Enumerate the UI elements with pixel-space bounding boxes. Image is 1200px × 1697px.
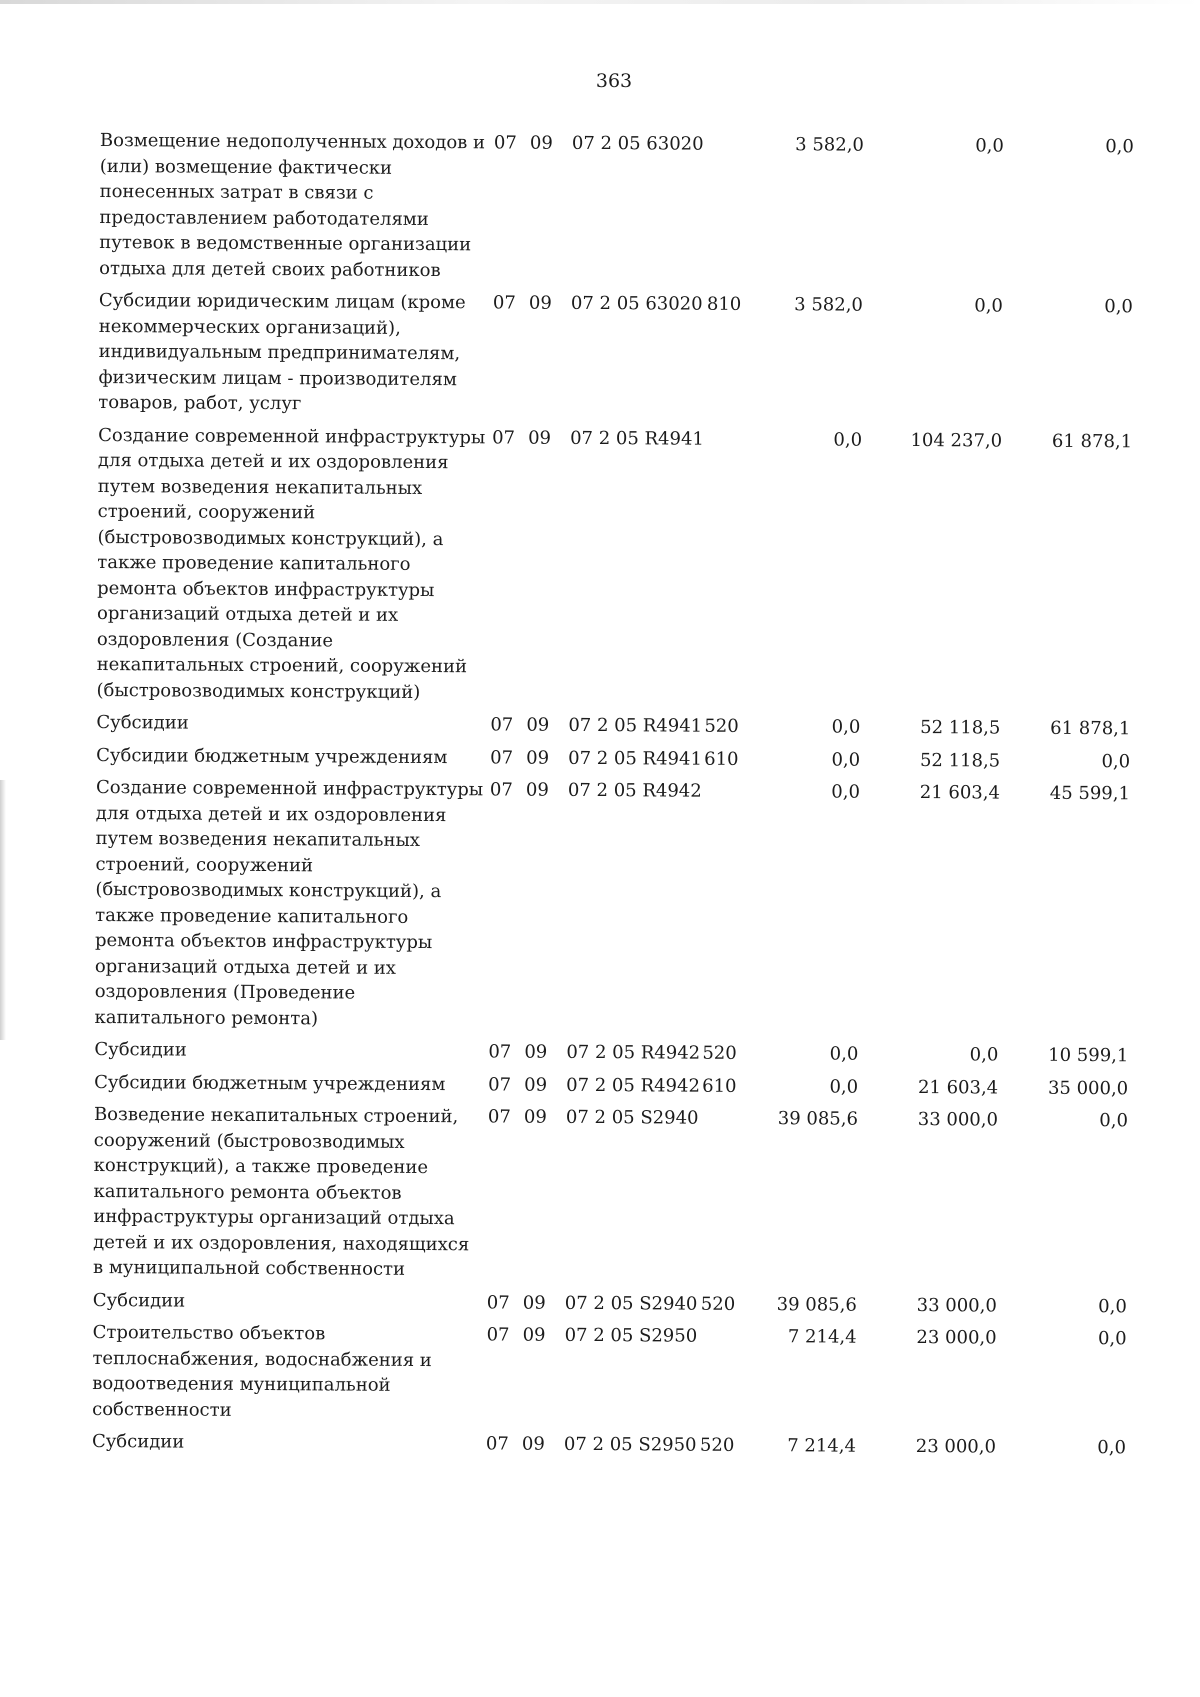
- amount-year-3: 0,0: [1101, 750, 1131, 772]
- row-name: Субсидии юридическим лицам (кроме некоммерческих организаций), индивидуальным предпринимателям, физическим лицам - производителям товаров, работ, услуг: [98, 289, 466, 415]
- section-code: 07: [492, 292, 516, 314]
- amount-year-2: 52 118,5: [919, 749, 1001, 772]
- table-row: [98, 288, 1133, 429]
- subsection-code: 09: [523, 1106, 547, 1128]
- row-name: Строительство объектов теплоснабжения, водоснабжения и водоотведения муниципальной собственности: [92, 1321, 432, 1421]
- target-article-code: 07 2 05 S2950: [563, 1433, 697, 1456]
- amount-year-2: 23 000,0: [916, 1327, 997, 1349]
- target-article-code: 07 2 05 63020: [570, 292, 703, 315]
- expense-type-code: [701, 1106, 758, 1292]
- expense-type-code: [707, 132, 764, 292]
- section-code: 07: [488, 1041, 512, 1063]
- section-code: 07: [485, 1433, 509, 1455]
- amount-year-3: 0,0: [1104, 296, 1133, 318]
- subsection-code: 09: [525, 779, 549, 801]
- target-article-code: 07 2 05 63020: [571, 132, 704, 155]
- amount-year-1: 0,0: [831, 781, 861, 803]
- row-name: Субсидии бюджетным учреждениям: [94, 1071, 446, 1095]
- target-article-code: 07 2 05 R4941: [570, 427, 704, 450]
- table-row: [92, 1320, 1127, 1435]
- amount-year-1: 7 214,4: [787, 1326, 857, 1348]
- amount-year-1: 0,0: [833, 428, 863, 451]
- scan-shadow: [0, 780, 6, 1040]
- amount-year-2: 52 118,5: [920, 717, 1001, 739]
- target-article-code: 07 2 05 S2950: [564, 1324, 698, 1347]
- section-code: 07: [490, 714, 514, 736]
- expense-type-code: 810: [706, 293, 742, 315]
- target-article-code: 07 2 05 S2940: [564, 1292, 698, 1315]
- row-name: Субсидии бюджетным учреждениям: [96, 744, 448, 768]
- table-row: [93, 1102, 1128, 1294]
- amount-year-1: 0,0: [829, 1043, 859, 1065]
- target-article-code: 07 2 05 R4941: [568, 747, 703, 770]
- amount-year-1: 39 085,6: [776, 1293, 857, 1316]
- amount-year-3: 0,0: [1097, 1328, 1127, 1350]
- amount-year-2: 33 000,0: [917, 1109, 999, 1131]
- row-name: Субсидии: [92, 1289, 186, 1312]
- amount-year-1: 3 582,0: [794, 294, 863, 316]
- section-code: 07: [489, 779, 513, 801]
- table-row: [96, 422, 1132, 716]
- expense-type-code: 610: [704, 748, 739, 770]
- expense-type-code: [700, 1324, 757, 1433]
- subsection-code: 09: [526, 714, 550, 736]
- amount-year-1: 39 085,6: [777, 1108, 859, 1130]
- amount-year-2: 33 000,0: [916, 1294, 997, 1317]
- expense-type-code: [704, 426, 762, 714]
- section-code: 07: [486, 1324, 510, 1346]
- expense-type-code: [702, 779, 760, 1041]
- amount-year-3: 0,0: [1105, 136, 1134, 158]
- amount-year-3: 10 599,1: [1048, 1044, 1129, 1067]
- amount-year-3: 35 000,0: [1047, 1077, 1129, 1099]
- expense-type-code: 520: [699, 1434, 735, 1456]
- row-name: Субсидии: [91, 1430, 185, 1453]
- amount-year-3: 61 878,1: [1050, 717, 1131, 740]
- amount-year-2: 104 237,0: [910, 429, 1003, 452]
- expense-type-code: 520: [700, 1293, 736, 1315]
- amount-year-2: 0,0: [975, 135, 1004, 157]
- amount-year-2: 21 603,4: [919, 782, 1001, 804]
- row-name: Возведение некапитальных строений, сооружений (быстровозводимых конструкций), а также проведение капитального ремонта объектов инфраструктуры организаций отдыха детей и их оздоровления, находящихся в муниципальной собственности: [92, 1103, 470, 1280]
- section-code: 07: [492, 426, 516, 449]
- amount-year-3: 0,0: [1098, 1295, 1127, 1317]
- amount-year-3: 0,0: [1097, 1437, 1127, 1459]
- amount-year-3: 61 878,1: [1051, 430, 1133, 452]
- subsection-code: 09: [528, 292, 552, 314]
- expense-type-code: 520: [704, 715, 739, 737]
- subsection-code: 09: [529, 132, 553, 154]
- expense-type-code: 610: [702, 1075, 737, 1097]
- section-code: 07: [490, 746, 514, 769]
- amount-year-3: 45 599,1: [1049, 782, 1131, 805]
- row-name: Возмещение недополученных доходов и (или) возмещение фактически понесенных затрат в связи с предоставлением работодателями путевок в ведомственные организации отдыха для детей своих работников: [99, 129, 486, 281]
- amount-year-1: 0,0: [831, 748, 861, 771]
- amount-year-1: 0,0: [829, 1075, 859, 1098]
- subsection-code: 09: [524, 1041, 548, 1063]
- expense-type-code: 520: [702, 1042, 737, 1064]
- table-row: [92, 1429, 1126, 1468]
- subsection-code: 09: [521, 1433, 545, 1455]
- subsection-code: 09: [524, 1074, 548, 1096]
- page-number: 363: [595, 70, 633, 92]
- budget-table-body: [92, 128, 1134, 1468]
- scan-edge: [0, 0, 1200, 4]
- row-name: Создание современной инфраструктуры для отдыха детей и их оздоровления путем возведения некапитальных строений, сооружений (быстровозводимых конструкций), а также проведение капитального ремонта объектов инфраструктуры организаций отдыха детей и их оздоровления (Проведение капитального ремонта): [94, 776, 484, 1029]
- row-name: Субсидии: [94, 1038, 187, 1061]
- amount-year-1: 7 214,4: [787, 1435, 857, 1457]
- table-row: [94, 775, 1130, 1043]
- amount-year-1: 0,0: [831, 716, 861, 738]
- target-article-code: 07 2 05 R4942: [566, 1074, 701, 1097]
- section-code: 07: [493, 132, 517, 154]
- section-code: 07: [486, 1291, 510, 1314]
- amount-year-2: 0,0: [974, 295, 1003, 317]
- subsection-code: 09: [526, 747, 550, 769]
- amount-year-2: 23 000,0: [915, 1436, 997, 1458]
- target-article-code: 07 2 05 S2940: [565, 1106, 699, 1129]
- row-name: Субсидии: [96, 711, 189, 734]
- target-article-code: 07 2 05 R4941: [568, 714, 703, 737]
- amount-year-3: 0,0: [1099, 1110, 1129, 1132]
- subsection-code: 09: [522, 1292, 546, 1314]
- target-article-code: 07 2 05 R4942: [567, 779, 702, 802]
- budget-table: [92, 128, 1134, 1468]
- section-code: 07: [488, 1073, 512, 1096]
- target-article-code: 07 2 05 R4942: [566, 1041, 701, 1064]
- amount-year-2: 0,0: [969, 1044, 999, 1066]
- section-code: 07: [487, 1106, 511, 1128]
- subsection-code: 09: [522, 1324, 546, 1346]
- amount-year-1: 3 582,0: [795, 134, 864, 156]
- amount-year-2: 21 603,4: [917, 1076, 999, 1099]
- row-name: Создание современной инфраструктуры для отдыха детей и их оздоровления путем возведения некапитальных строений, сооружений (быстровозводимых конструкций), а также проведение капитального ремонта объектов инфраструктуры организаций отдыха детей и их оздоровления (Создание некапитальных строений, сооружений (быстровозводимых конструкций): [96, 424, 486, 703]
- table-row: [99, 128, 1134, 294]
- subsection-code: 09: [528, 427, 552, 449]
